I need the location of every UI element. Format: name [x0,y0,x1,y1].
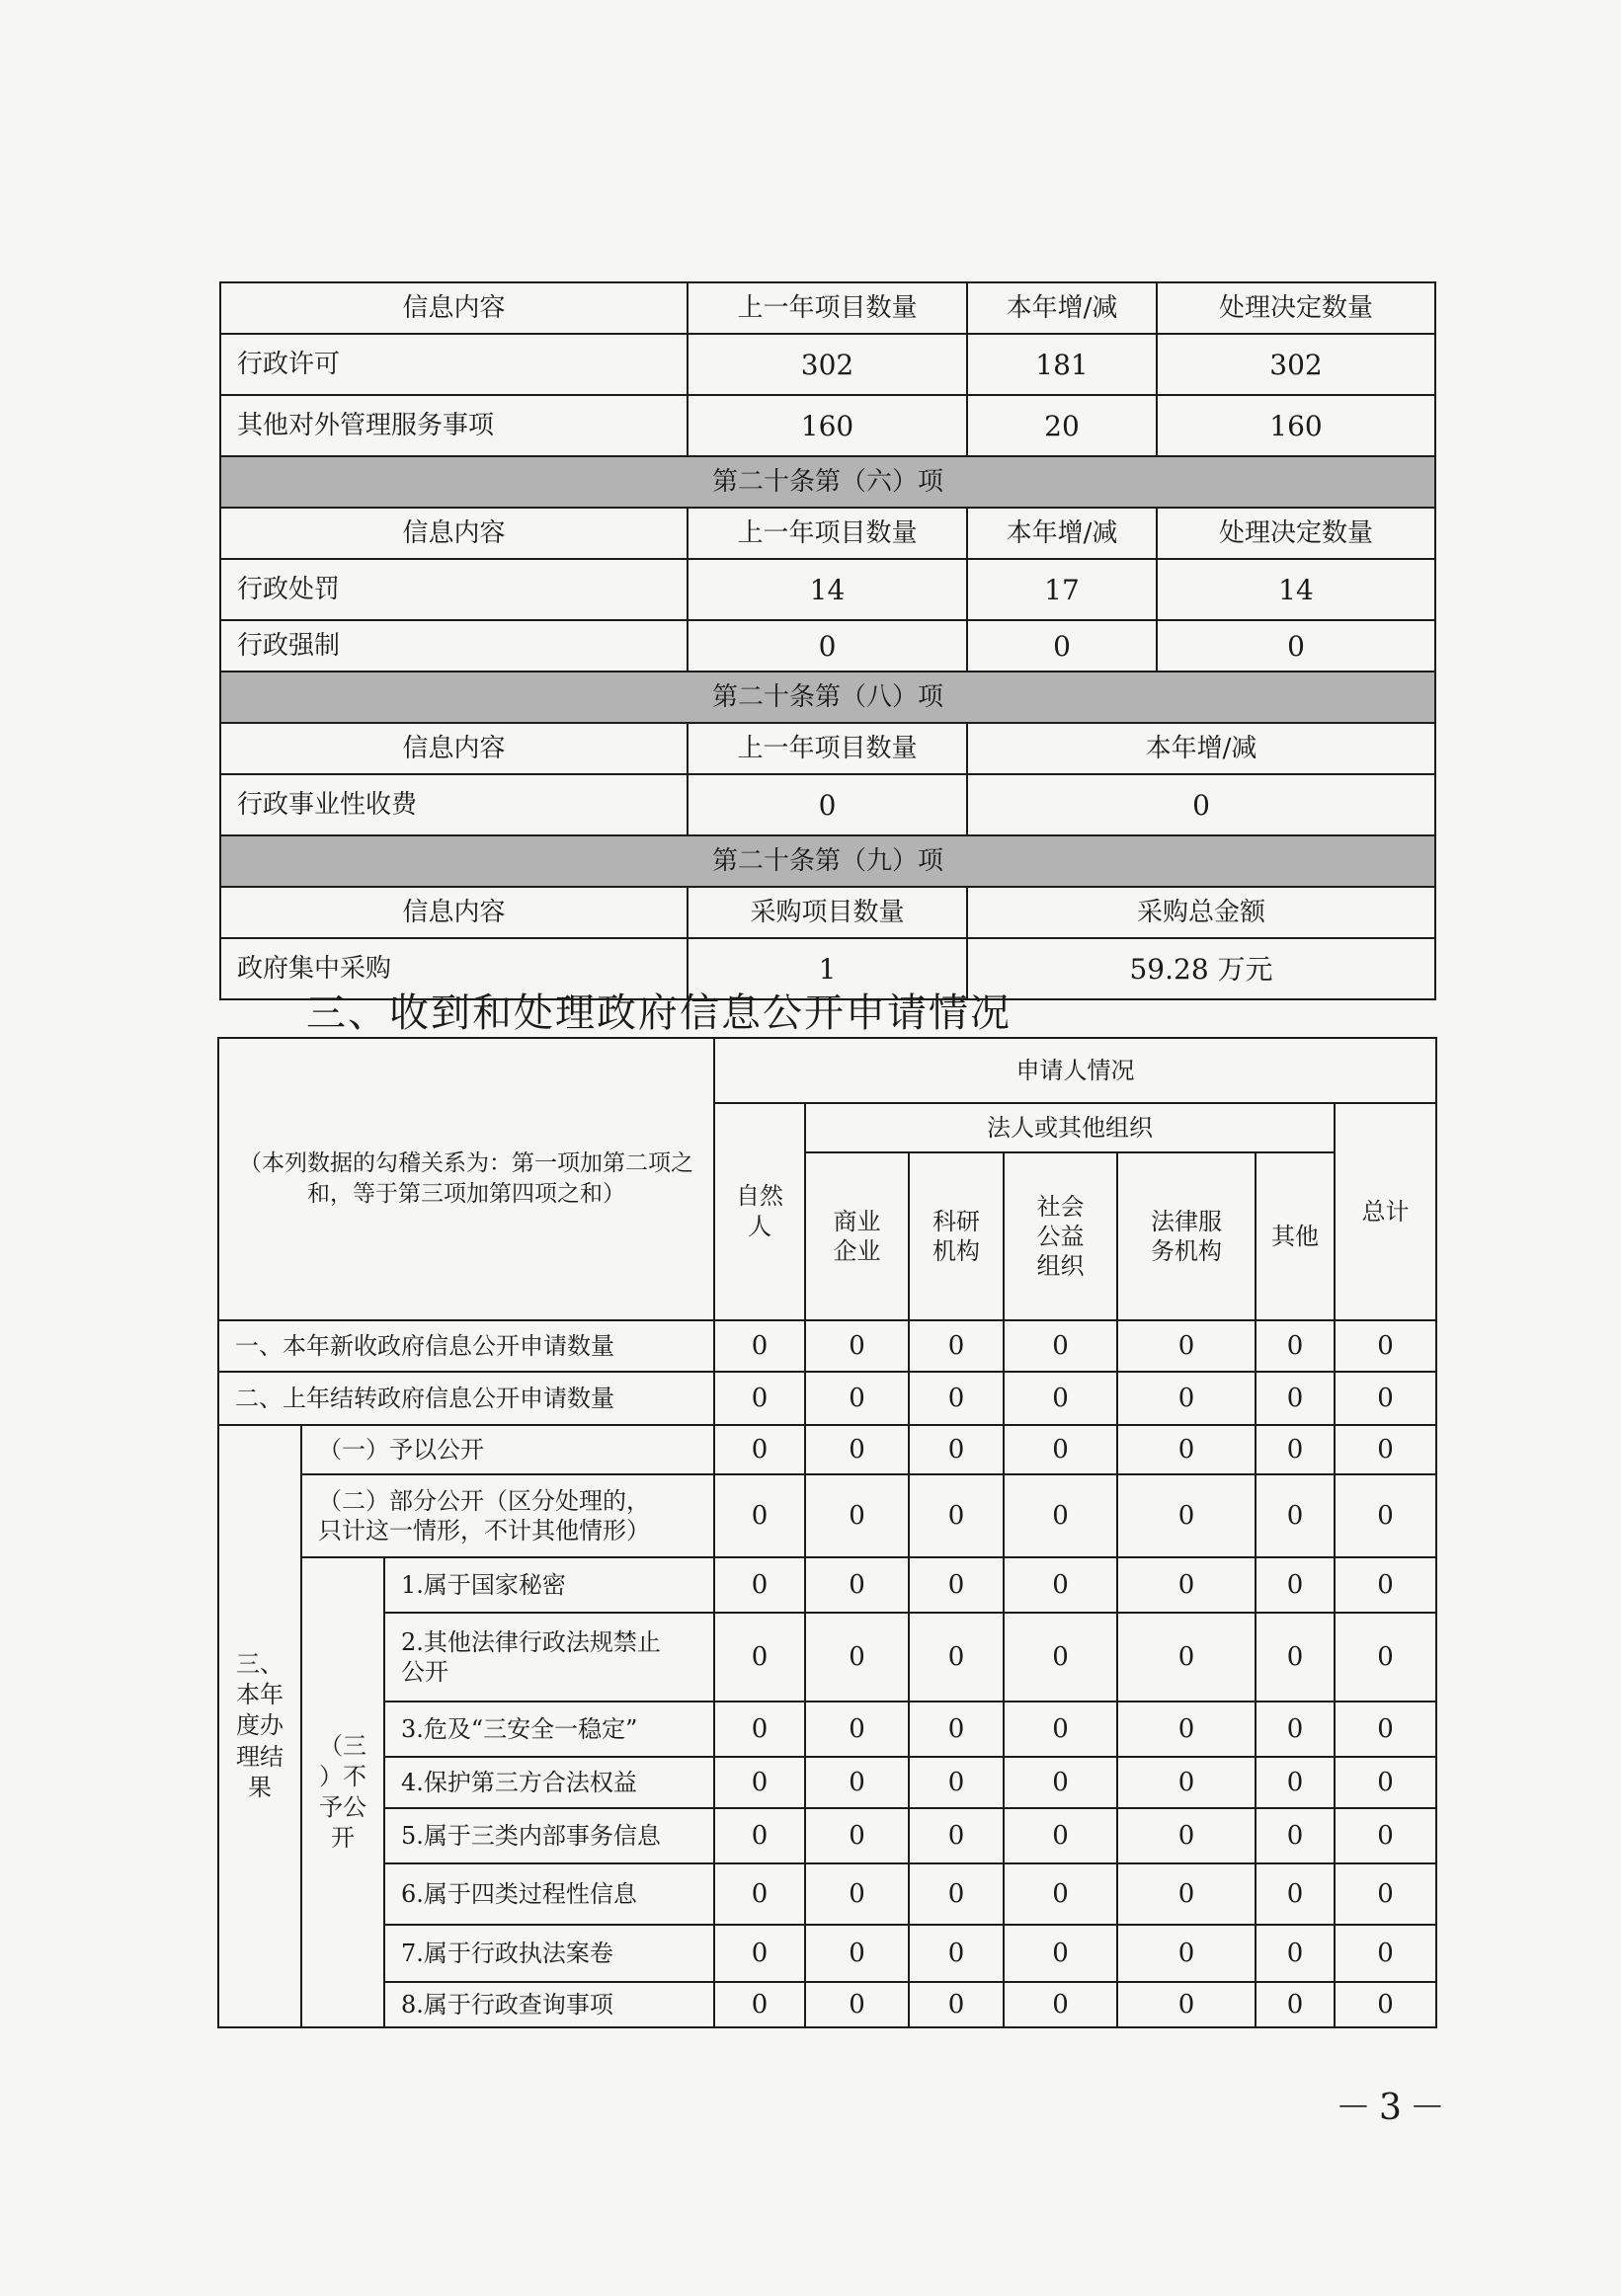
value-cell: 0 [1256,1425,1335,1474]
value-cell: 0 [909,1474,1004,1557]
value-cell: 0 [805,1925,909,1982]
table-header-row [220,282,1435,334]
row-not-open-1 [218,1557,1436,1613]
label-line: 公开 [401,1658,448,1686]
value-cell: 0 [1004,1372,1117,1425]
row-label: 行政强制 [220,620,688,672]
results-line: 理结 [236,1742,284,1771]
value-cell: 0 [1335,1982,1436,2027]
row-not-open-6 [218,1863,1436,1925]
value-cell: 0 [909,1863,1004,1925]
results-line: 三、 [236,1650,284,1679]
value-cell: 0 [1004,1925,1117,1982]
value-cell: 0 [1335,1757,1436,1808]
prev-count-value: 14 [688,559,967,620]
note-cell [218,1038,714,1320]
section-heading: 第二十条第（六）项 [220,456,1435,508]
value-cell: 0 [1117,1863,1256,1925]
row-label: 二、上年结转政府信息公开申请数量 [218,1372,714,1425]
value-cell: 0 [1256,1982,1335,2027]
value-cell: 0 [1256,1702,1335,1757]
prev-count-value: 0 [688,774,967,835]
header-line: 科研 [932,1208,981,1235]
value-cell: 0 [1004,1702,1117,1757]
header-purchase-amount: 采购总金额 [967,887,1435,938]
natural-line: 自然 [736,1181,784,1210]
header-purchase-count: 采购项目数量 [688,887,967,938]
value-cell: 0 [1117,1702,1256,1757]
value-cell: 0 [714,1613,805,1702]
row-open [218,1425,1436,1474]
header-line: 组织 [1036,1252,1085,1280]
value-cell: 0 [1117,1425,1256,1474]
results-line: 度办 [236,1711,284,1740]
value-cell: 0 [909,1320,1004,1372]
row-not-open-4 [218,1757,1436,1808]
row-label [384,1613,714,1702]
value-cell: 0 [1117,1613,1256,1702]
header-line: 社会 [1036,1193,1085,1221]
value-cell: 0 [1117,1925,1256,1982]
purchase-amount-value: 59.28 万元 [967,938,1435,999]
results-line: 果 [248,1773,272,1801]
value-cell: 0 [909,1757,1004,1808]
table-row [220,774,1435,835]
value-cell: 0 [909,1702,1004,1757]
row-label: 行政处罚 [220,559,688,620]
value-cell: 0 [1256,1613,1335,1702]
section-heading: 第二十条第（八）项 [220,672,1435,723]
value-cell: 0 [1117,1372,1256,1425]
header-info-content: 信息内容 [220,887,688,938]
row-label: 行政许可 [220,334,688,395]
row-not-open-8 [218,1982,1436,2027]
value-cell: 0 [1256,1372,1335,1425]
row-label: 5.属于三类内部事务信息 [384,1808,714,1863]
header-legal-service [1117,1152,1256,1320]
section-row [220,456,1435,508]
value-cell: 0 [805,1982,909,2027]
header-natural-person [714,1103,805,1320]
value-cell: 0 [1256,1808,1335,1863]
header-commercial [805,1152,909,1320]
value-cell: 0 [1004,1557,1117,1613]
value-cell: 0 [909,1982,1004,2027]
value-cell: 0 [805,1474,909,1557]
decided-value: 0 [1157,620,1435,672]
relation-note: （本列数据的勾稽关系为：第一项加第二项之和，等于第三项加第四项之和） [239,1149,693,1207]
value-cell: 0 [714,1863,805,1925]
value-cell: 0 [714,1557,805,1613]
value-cell: 0 [1117,1808,1256,1863]
header-prev-count: 上一年项目数量 [688,508,967,559]
value-cell: 0 [909,1808,1004,1863]
row-label: 3.危及“三安全一稳定” [384,1702,714,1757]
header-decided-count: 处理决定数量 [1157,508,1435,559]
value-cell: 0 [805,1320,909,1372]
value-cell: 0 [1004,1320,1117,1372]
value-cell: 0 [714,1925,805,1982]
value-cell: 0 [1256,1863,1335,1925]
section-row [220,672,1435,723]
value-cell: 0 [1004,1425,1117,1474]
not-open-label [301,1557,384,2027]
prev-count-value: 302 [688,334,967,395]
header-change: 本年增/减 [967,723,1435,774]
value-cell: 0 [805,1863,909,1925]
change-value: 0 [967,620,1157,672]
value-cell: 0 [1335,1474,1436,1557]
row-not-open-7 [218,1925,1436,1982]
value-cell: 0 [1004,1474,1117,1557]
value-cell: 0 [1117,1320,1256,1372]
value-cell: 0 [714,1372,805,1425]
row-label: 政府集中采购 [220,938,688,999]
row-label: 4.保护第三方合法权益 [384,1757,714,1808]
results-line: 本年 [236,1681,284,1709]
header-line: 企业 [833,1237,881,1265]
table-header-row [220,508,1435,559]
decided-value: 14 [1157,559,1435,620]
label-line: 2.其他法律行政法规禁止 [401,1628,661,1656]
value-cell: 0 [805,1613,909,1702]
row-label: 6.属于四类过程性信息 [384,1863,714,1925]
natural-line: 人 [748,1213,772,1240]
value-cell: 0 [1004,1808,1117,1863]
header-row-1 [218,1038,1436,1103]
value-cell: 0 [1256,1557,1335,1613]
row-not-open-5 [218,1808,1436,1863]
not-open-line: （三 [319,1731,366,1760]
value-cell: 0 [714,1702,805,1757]
header-prev-count: 上一年项目数量 [688,282,967,334]
not-open-line: 予公 [319,1793,366,1821]
header-applicant: 申请人情况 [714,1038,1436,1103]
header-research [909,1152,1004,1320]
purchase-count-value: 1 [688,938,967,999]
row-not-open-2 [218,1613,1436,1702]
value-cell: 0 [1004,1863,1117,1925]
row-label: 8.属于行政查询事项 [384,1982,714,2027]
header-total: 总计 [1335,1103,1436,1320]
header-prev-count: 上一年项目数量 [688,723,967,774]
prev-count-value: 160 [688,395,967,456]
header-line: 机构 [932,1237,981,1265]
table-header-row [220,723,1435,774]
row-label [301,1474,714,1557]
value-cell: 0 [805,1757,909,1808]
value-cell: 0 [909,1425,1004,1474]
value-cell: 0 [1117,1557,1256,1613]
value-cell: 0 [714,1982,805,2027]
label-line: （二）部分公开（区分处理的， [318,1487,650,1515]
table-row [220,334,1435,395]
header-line: 务机构 [1151,1237,1223,1265]
table-row [220,620,1435,672]
page-number: －3－ [1336,2088,1453,2128]
value-cell: 0 [805,1425,909,1474]
value-cell: 0 [909,1557,1004,1613]
header-line: 商业 [833,1208,881,1235]
application-stats-table [217,1037,1437,2028]
not-open-line: ）不 [319,1762,366,1790]
header-info-content: 信息内容 [220,282,688,334]
value-cell: 0 [1335,1925,1436,1982]
value-cell: 0 [805,1702,909,1757]
header-legal-entity: 法人或其他组织 [805,1103,1335,1152]
value-cell: 0 [714,1474,805,1557]
value-cell: 0 [805,1372,909,1425]
header-line: 其他 [1271,1223,1320,1250]
value-cell: 0 [805,1557,909,1613]
row-partial [218,1474,1436,1557]
row-label: 其他对外管理服务事项 [220,395,688,456]
value-cell: 0 [805,1808,909,1863]
value-cell: 0 [909,1372,1004,1425]
row-label: 行政事业性收费 [220,774,688,835]
table-row [220,395,1435,456]
value-cell: 0 [1004,1613,1117,1702]
value-cell: 0 [1335,1425,1436,1474]
value-cell: 0 [1256,1925,1335,1982]
header-other [1256,1152,1335,1320]
results-label [218,1425,301,2027]
value-cell: 0 [1256,1757,1335,1808]
header-line: 法律服 [1151,1208,1223,1235]
change-value: 17 [967,559,1157,620]
section-row [220,835,1435,887]
value-cell: 0 [1335,1557,1436,1613]
label-line: 只计这一情形，不计其他情形） [318,1517,650,1544]
not-open-line: 开 [331,1824,355,1853]
value-cell: 0 [1117,1757,1256,1808]
value-cell: 0 [909,1613,1004,1702]
value-cell: 0 [1256,1474,1335,1557]
row-label: 一、本年新收政府信息公开申请数量 [218,1320,714,1372]
decided-value: 160 [1157,395,1435,456]
header-info-content: 信息内容 [220,508,688,559]
prev-count-value: 0 [688,620,967,672]
row-new-applications [218,1320,1436,1372]
row-label: 1.属于国家秘密 [384,1557,714,1613]
row-label: 7.属于行政执法案卷 [384,1925,714,1982]
value-cell: 0 [909,1925,1004,1982]
value-cell: 0 [1117,1474,1256,1557]
change-value: 181 [967,334,1157,395]
value-cell: 0 [1004,1982,1117,2027]
section-title: 三、收到和处理政府信息公开申请情况 [306,990,1012,1036]
value-cell: 0 [1335,1320,1436,1372]
row-not-open-3 [218,1702,1436,1757]
value-cell: 0 [714,1320,805,1372]
value-cell: 0 [1256,1320,1335,1372]
value-cell: 0 [1335,1808,1436,1863]
value-cell: 0 [714,1757,805,1808]
header-change: 本年增/减 [967,282,1157,334]
value-cell: 0 [714,1808,805,1863]
table-header-row [220,887,1435,938]
change-value: 0 [967,774,1435,835]
row-carryover [218,1372,1436,1425]
value-cell: 0 [1335,1613,1436,1702]
section-heading: 第二十条第（九）项 [220,835,1435,887]
value-cell: 0 [1117,1982,1256,2027]
header-line: 公益 [1036,1223,1085,1250]
value-cell: 0 [714,1425,805,1474]
row-label: （一）予以公开 [301,1425,714,1474]
value-cell: 0 [1335,1863,1436,1925]
value-cell: 0 [1004,1757,1117,1808]
table-row [220,559,1435,620]
header-public-welfare [1004,1152,1117,1320]
header-change: 本年增/减 [967,508,1157,559]
value-cell: 0 [1335,1372,1436,1425]
disclosure-items-table [219,281,1436,1000]
header-info-content: 信息内容 [220,723,688,774]
header-decided-count: 处理决定数量 [1157,282,1435,334]
decided-value: 302 [1157,334,1435,395]
change-value: 20 [967,395,1157,456]
value-cell: 0 [1335,1702,1436,1757]
